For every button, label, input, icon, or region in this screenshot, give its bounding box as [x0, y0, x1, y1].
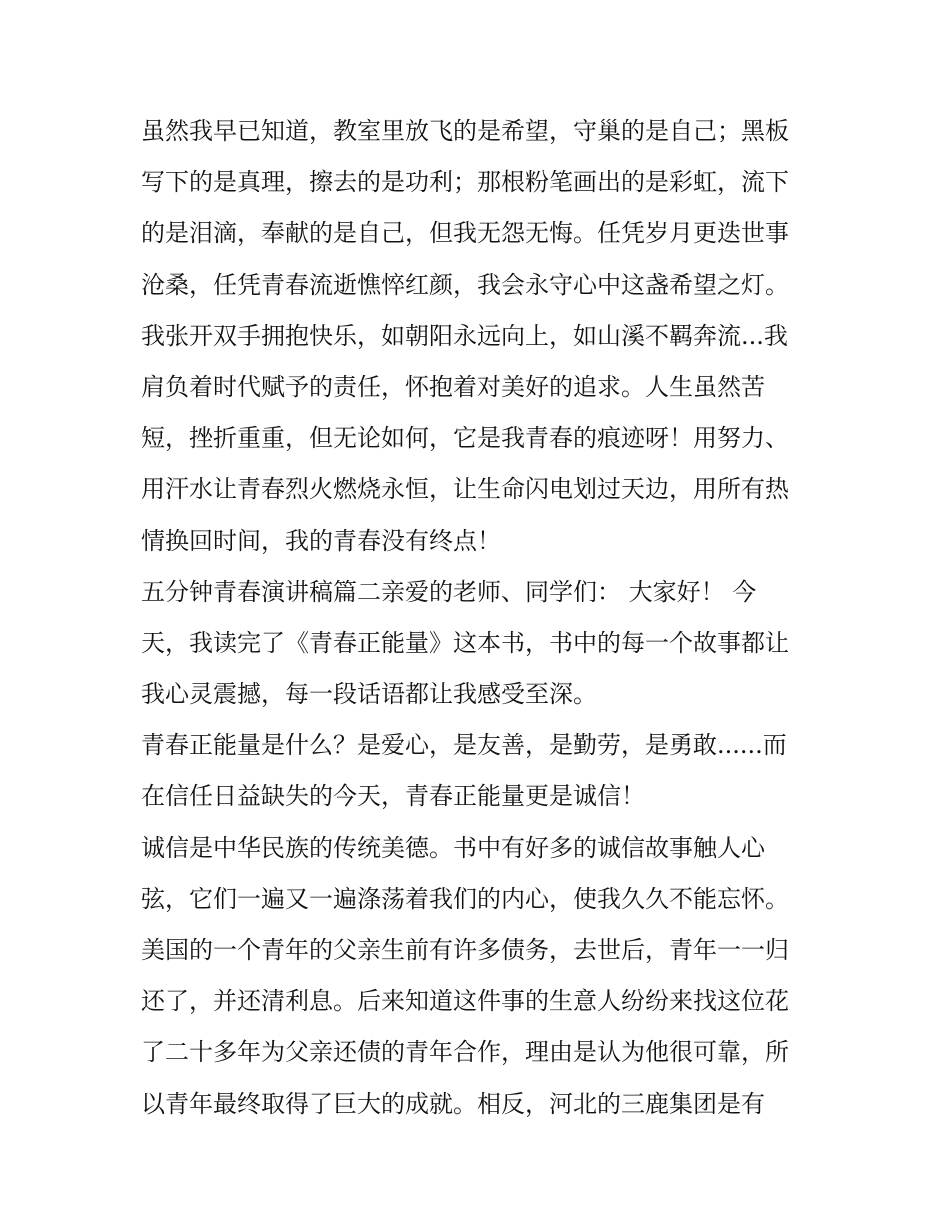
text-line: 沧桑，任凭青春流逝憔悴红颜，我会永守心中这盏希望之灯。: [141, 270, 789, 299]
text-line: 以青年最终取得了巨大的成就。相反，河北的三鹿集团是有: [141, 1089, 765, 1118]
document-body: [141, 106, 813, 1130]
text-line: 还了，并还清利息。后来知道这件事的生意人纷纷来找这位花: [141, 987, 789, 1016]
text-line: 的是泪滴，奉献的是自己，但我无怨无悔。任凭岁月更迭世事: [141, 219, 789, 248]
text-line: 五分钟青春演讲稿篇二亲爱的老师、同学们： 大家好！ 今: [141, 577, 757, 606]
text-line: 情换回时间，我的青春没有终点！: [141, 526, 501, 555]
text-line: 写下的是真理，擦去的是功利；那根粉笔画出的是彩虹，流下: [141, 168, 789, 197]
text-line: 了二十多年为父亲还债的青年合作，理由是认为他很可靠，所: [141, 1038, 789, 1067]
text-line: 肩负着时代赋予的责任，怀抱着对美好的追求。人生虽然苦: [141, 372, 765, 401]
text-line: 在信任日益缺失的今天，青春正能量更是诚信！: [141, 782, 645, 811]
text-line: 诚信是中华民族的传统美德。书中有好多的诚信故事触人心: [141, 833, 765, 862]
text-line: 青春正能量是什么？是爱心，是友善，是勤劳，是勇敢......而: [141, 731, 787, 760]
text-line: 短，挫折重重，但无论如何，它是我青春的痕迹呀！用努力、: [141, 424, 789, 453]
text-line: 美国的一个青年的父亲生前有许多债务，去世后，青年一一归: [141, 936, 789, 964]
text-line: 虽然我早已知道，教室里放飞的是希望，守巢的是自己；黑板: [141, 117, 789, 145]
text-line: 天，我读完了《青春正能量》这本书，书中的每一个故事都让: [141, 628, 789, 657]
text-line: 用汗水让青春烈火燃烧永恒，让生命闪电划过天边，用所有热: [141, 475, 789, 504]
text-line: 弦，它们一遍又一遍涤荡着我们的内心，使我久久不能忘怀。: [141, 884, 789, 913]
text-line: 我心灵震撼，每一段话语都让我感受至深。: [141, 680, 597, 709]
text-line: 我张开双手拥抱快乐，如朝阳永远向上，如山溪不羁奔流...我: [141, 321, 788, 350]
